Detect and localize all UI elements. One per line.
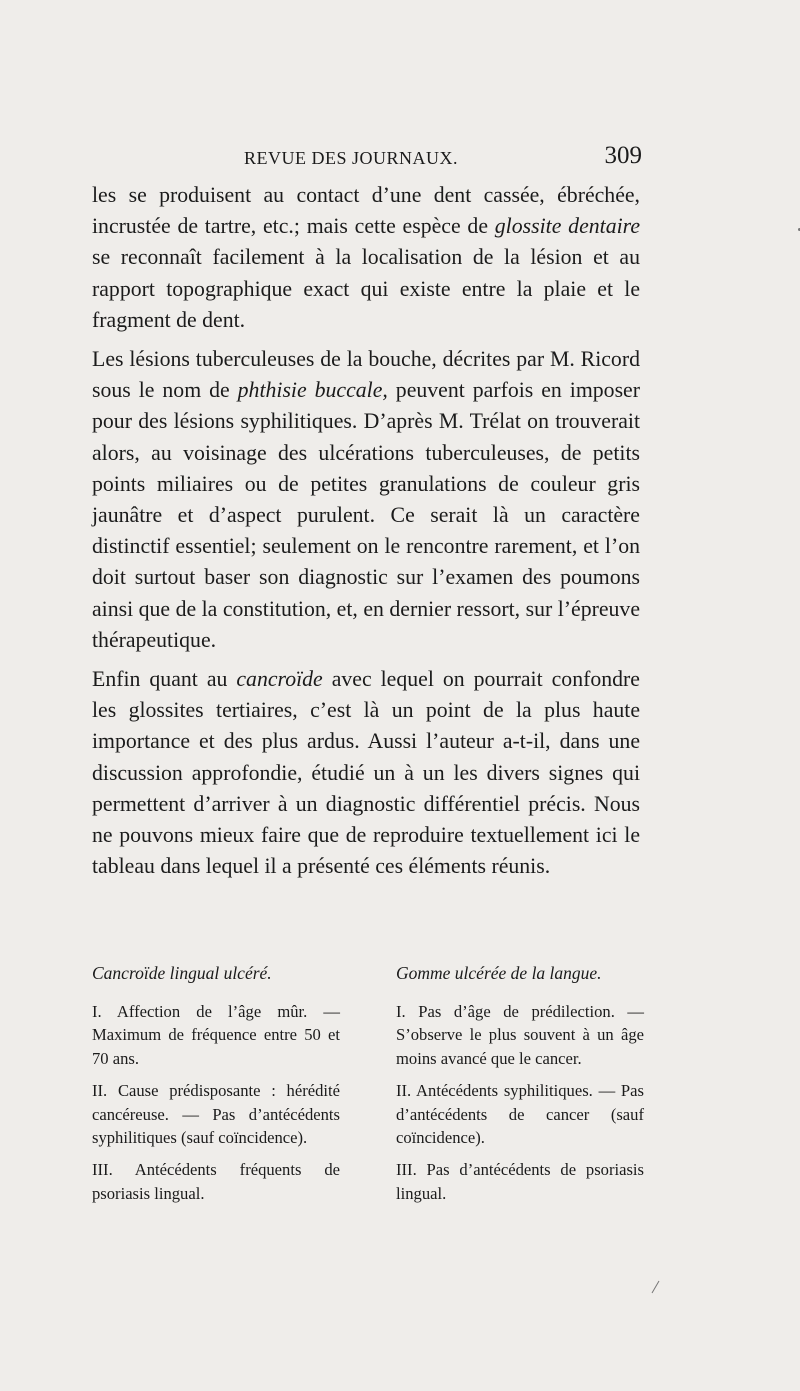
page-number: 309 [604, 142, 642, 169]
paragraph-1-text-a: les se produisent au contact d’une dent cassée, ébréchée, incrustée de tartre, etc.; mais cette espèce de [92, 183, 640, 239]
paragraph-1-text-b: se reconnaît facilement à la localisation de la lésion et au rapport topographique exact qui existe entre la plaie et le fragment de dent. [92, 245, 640, 332]
paragraph-3-italic: cancroïde [236, 667, 323, 692]
right-item-3: III. Pas d’antécédents de psoriasis lingual. [396, 1159, 644, 1203]
right-item-2: II. Antécédents syphilitiques. — Pas d’antécédents de cancer (sauf coïncidence). [396, 1080, 644, 1148]
paragraph-2-text-a: Les lésions tuberculeuses de la bouche, décrites par M. Ricord sous le nom de [92, 347, 640, 403]
left-item-2: II. Cause prédisposante : hérédité cancéreuse. — Pas d’antécédents syphilitiques (sauf coïncidence). [92, 1080, 340, 1148]
paragraph-1 [92, 180, 640, 336]
paragraph-1-italic: glossite dentaire [494, 214, 640, 239]
right-column [396, 962, 644, 1213]
left-item-3: III. Antécédents fréquents de psoriasis lingual. [92, 1159, 340, 1203]
right-item-1: I. Pas d’âge de prédilection. — S’observe le plus souvent à un âge moins avancé que le cancer. [396, 1001, 644, 1069]
paragraph-2-text-b: peuvent parfois en imposer pour des lésions syphilitiques. D’après M. Trélat on trouverait alors, au voisinage des ulcérations tuberculeuses, de petits points miliaires ou de petites granulations de couleur gris jaunâtre et d’aspect purulent. Ce serait là un caractère distinctif essentiel; seulement on le rencontre rarement, et l’on doit surtout baser son diagnostic sur l’examen des poumons ainsi que de la constitution, et, en dernier ressort, sur l’épreuve thérapeutique. [92, 378, 640, 652]
comparison-table [92, 962, 644, 1213]
left-column-heading: Cancroïde lingual ulcéré. [92, 963, 272, 983]
page-header [92, 142, 652, 180]
scan-mark [652, 1281, 660, 1294]
paragraph-2 [92, 344, 640, 656]
running-title: REVUE DES JOURNAUX. [244, 148, 459, 168]
body-text [92, 180, 640, 882]
paragraph-3-text-a: Enfin quant au [92, 667, 237, 692]
paragraph-3 [92, 664, 640, 882]
right-column-heading: Gomme ulcérée de la langue. [396, 963, 602, 983]
paragraph-3-text-b: avec lequel on pourrait confondre les glossites tertiaires, c’est là un point de la plus haute importance et des plus ardus. Aussi l’auteur a-t-il, dans une discussion approfondie, étudié un à un les divers signes qui permettent d’arriver à un diagnostic différentiel précis. Nous ne pouvons mieux faire que de reproduire textuellement ici le tableau dans lequel il a présenté ces éléments réunis. [92, 667, 640, 879]
left-column [92, 962, 340, 1213]
paragraph-2-italic: phthisie buccale, [237, 378, 388, 403]
left-item-1: I. Affection de l’âge mûr. — Maximum de fréquence entre 50 et 70 ans. [92, 1001, 340, 1069]
